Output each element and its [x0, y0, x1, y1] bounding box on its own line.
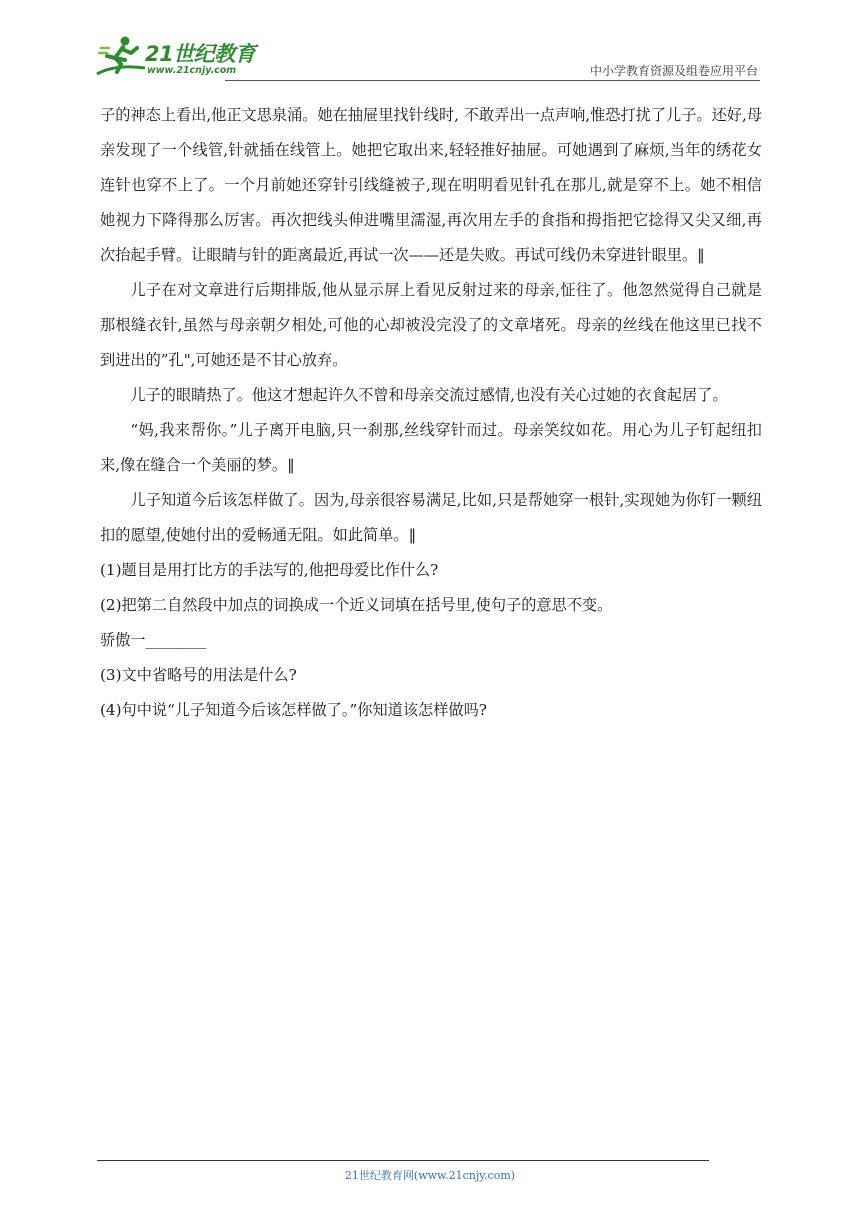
paragraph: 儿子在对文章进行后期排版,他从显示屏上看见反射过来的母亲,怔往了。他忽然觉得自己就是那根缝衣针,虽然与母亲朝夕相处,可他的心却被没完没了的文章堵死。母亲的丝线在他这里已找不到进出的”孔",可她还是不甘心放弃。: [100, 281, 762, 369]
logo-url: www.21cnjy.com: [147, 65, 237, 76]
question-3: (3)文中省略号的用法是什么?: [100, 666, 297, 684]
answer-blank: 骄傲一________: [100, 631, 207, 649]
question-2: (2)把第二自然段中加点的词换成一个近义词填在括号里,使句子的意思不变。: [100, 596, 613, 614]
runner-logo-icon: [95, 34, 149, 78]
site-logo: [95, 34, 265, 78]
paragraph: 儿子知道今后该怎样做了。因为,母亲很容易满足,比如,只是帮她穿一根针,实现她为你钉一颗纽扣的愿望,使她付出的爱畅通无阻。如此简单。‖: [100, 491, 762, 544]
question-1: (1)题目是用打比方的手法写的,他把母爱比作什么?: [100, 561, 439, 579]
article-body: [100, 98, 762, 728]
page-footer: 21世纪教育网(www.21cnjy.com): [344, 1169, 516, 1182]
logo-text: 21世纪教育: [145, 42, 256, 66]
question-4: (4)句中说“儿子知道今后该怎样做了。”你知道该怎样做吗?: [100, 701, 487, 719]
platform-title: 中小学教育资源及组卷应用平台: [589, 64, 758, 78]
page-header: [95, 30, 760, 82]
paragraph: “妈,我来帮你。”儿子离开电脑,只一刹那,丝线穿针而过。母亲笑纹如花。用心为儿子钉起纽扣来,像在缝合一个美丽的梦。‖: [100, 421, 762, 474]
footer-divider: [97, 1160, 709, 1161]
paragraph: 儿子的眼睛热了。他这才想起许久不曾和母亲交流过感情,也没有关心过她的衣食起居了。: [130, 386, 728, 404]
header-divider: [225, 80, 760, 81]
paragraph: 子的神态上看出,他正文思泉涌。她在抽屉里找针线时, 不敢弄出一点声响,惟恐打扰了儿子。还好,母亲发现了一个线管,针就插在线管上。她把它取出来,轻轻推好抽屉。可她遇到了麻烦,当年的绣花女连针也穿不上了。一个月前她还穿针引线缝被子,现在明明看见针孔在那儿,就是穿不上。她不相信她视力下降得那么厉害。再次把线头伸进嘴里濡湿,再次用左手的食指和拇指把它捻得又尖又细,再次抬起手臂。让眼睛与针的距离最近,再试一次——还是失败。再试可线仍未穿进针眼里。‖: [100, 106, 763, 264]
